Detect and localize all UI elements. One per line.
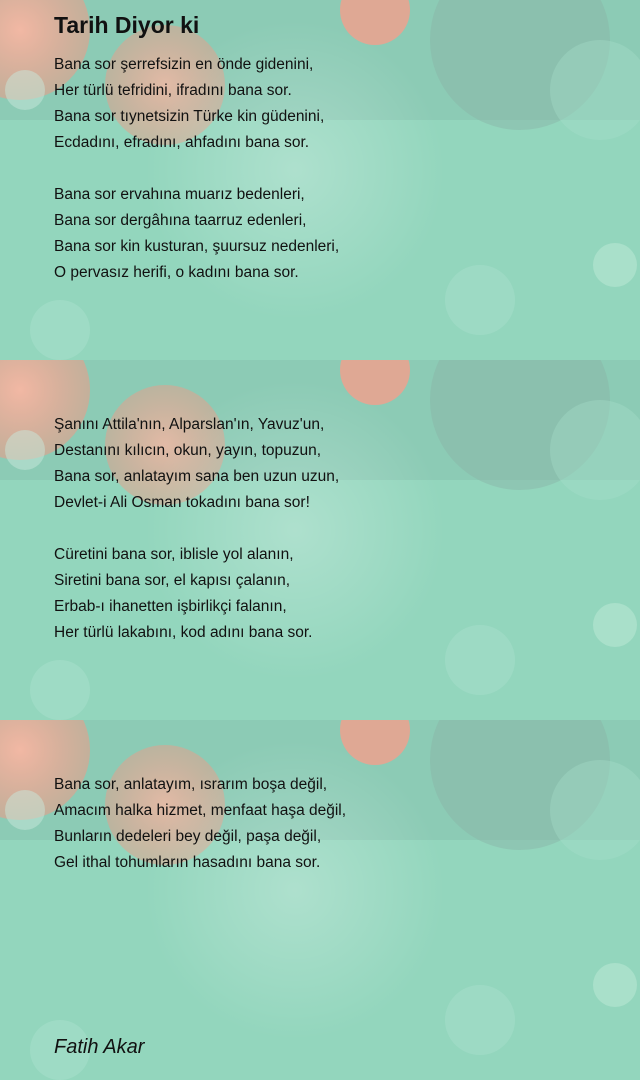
poem-text-3 — [54, 772, 614, 876]
poem-line: Ecdadını, efradını, ahfadını bana sor. — [54, 134, 310, 151]
poem-line: O pervasız herifi, o kadını bana sor. — [54, 264, 299, 281]
poem-line: Bana sor kin kusturan, şuursuz nedenleri, — [54, 238, 340, 255]
poem-author: Fatih Akar — [54, 1036, 145, 1058]
poem-line: Bunların dedeleri bey değil, paşa değil, — [54, 828, 322, 845]
poem-line: Bana sor şerrefsizin en önde gidenini, — [54, 56, 314, 73]
stanza — [54, 182, 614, 286]
stanza — [54, 412, 614, 516]
poem-line: Gel ithal tohumların hasadını bana sor. — [54, 854, 321, 871]
poem-line: Devlet-i Ali Osman tokadını bana sor! — [54, 494, 310, 511]
poem-title: Tarih Diyor ki — [54, 12, 200, 38]
poem-panel-2 — [0, 360, 640, 720]
poem-line: Bana sor dergâhına taarruz edenleri, — [54, 212, 307, 229]
poem-line: Amacım halka hizmet, menfaat haşa değil, — [54, 802, 347, 819]
stanza — [54, 542, 614, 646]
poem-text-1 — [54, 52, 614, 286]
poem-line: Her türlü tefridini, ifradını bana sor. — [54, 82, 292, 99]
poem-line: Bana sor, anlatayım, ısrarım boşa değil, — [54, 776, 328, 793]
poem-line: Erbab-ı ihanetten işbirlikçi falanın, — [54, 598, 287, 615]
poem-panel-1 — [0, 0, 640, 360]
stanza — [54, 772, 614, 876]
poem-line: Şanını Attila'nın, Alparslan'ın, Yavuz'un, — [54, 416, 325, 433]
poem-line: Bana sor tıynetsizin Türke kin güdenini, — [54, 108, 325, 125]
poem-line: Bana sor, anlatayım sana ben uzun uzun, — [54, 468, 340, 485]
poem-line: Siretini bana sor, el kapısı çalanın, — [54, 572, 291, 589]
stanza — [54, 52, 614, 156]
poem-text-2 — [54, 412, 614, 646]
poem-line: Cüretini bana sor, iblisle yol alanın, — [54, 546, 294, 563]
poem-line: Bana sor ervahına muarız bedenleri, — [54, 186, 305, 203]
poem-line: Her türlü lakabını, kod adını bana sor. — [54, 624, 313, 641]
poem-panel-3 — [0, 720, 640, 1080]
poem-line: Destanını kılıcın, okun, yayın, topuzun, — [54, 442, 322, 459]
